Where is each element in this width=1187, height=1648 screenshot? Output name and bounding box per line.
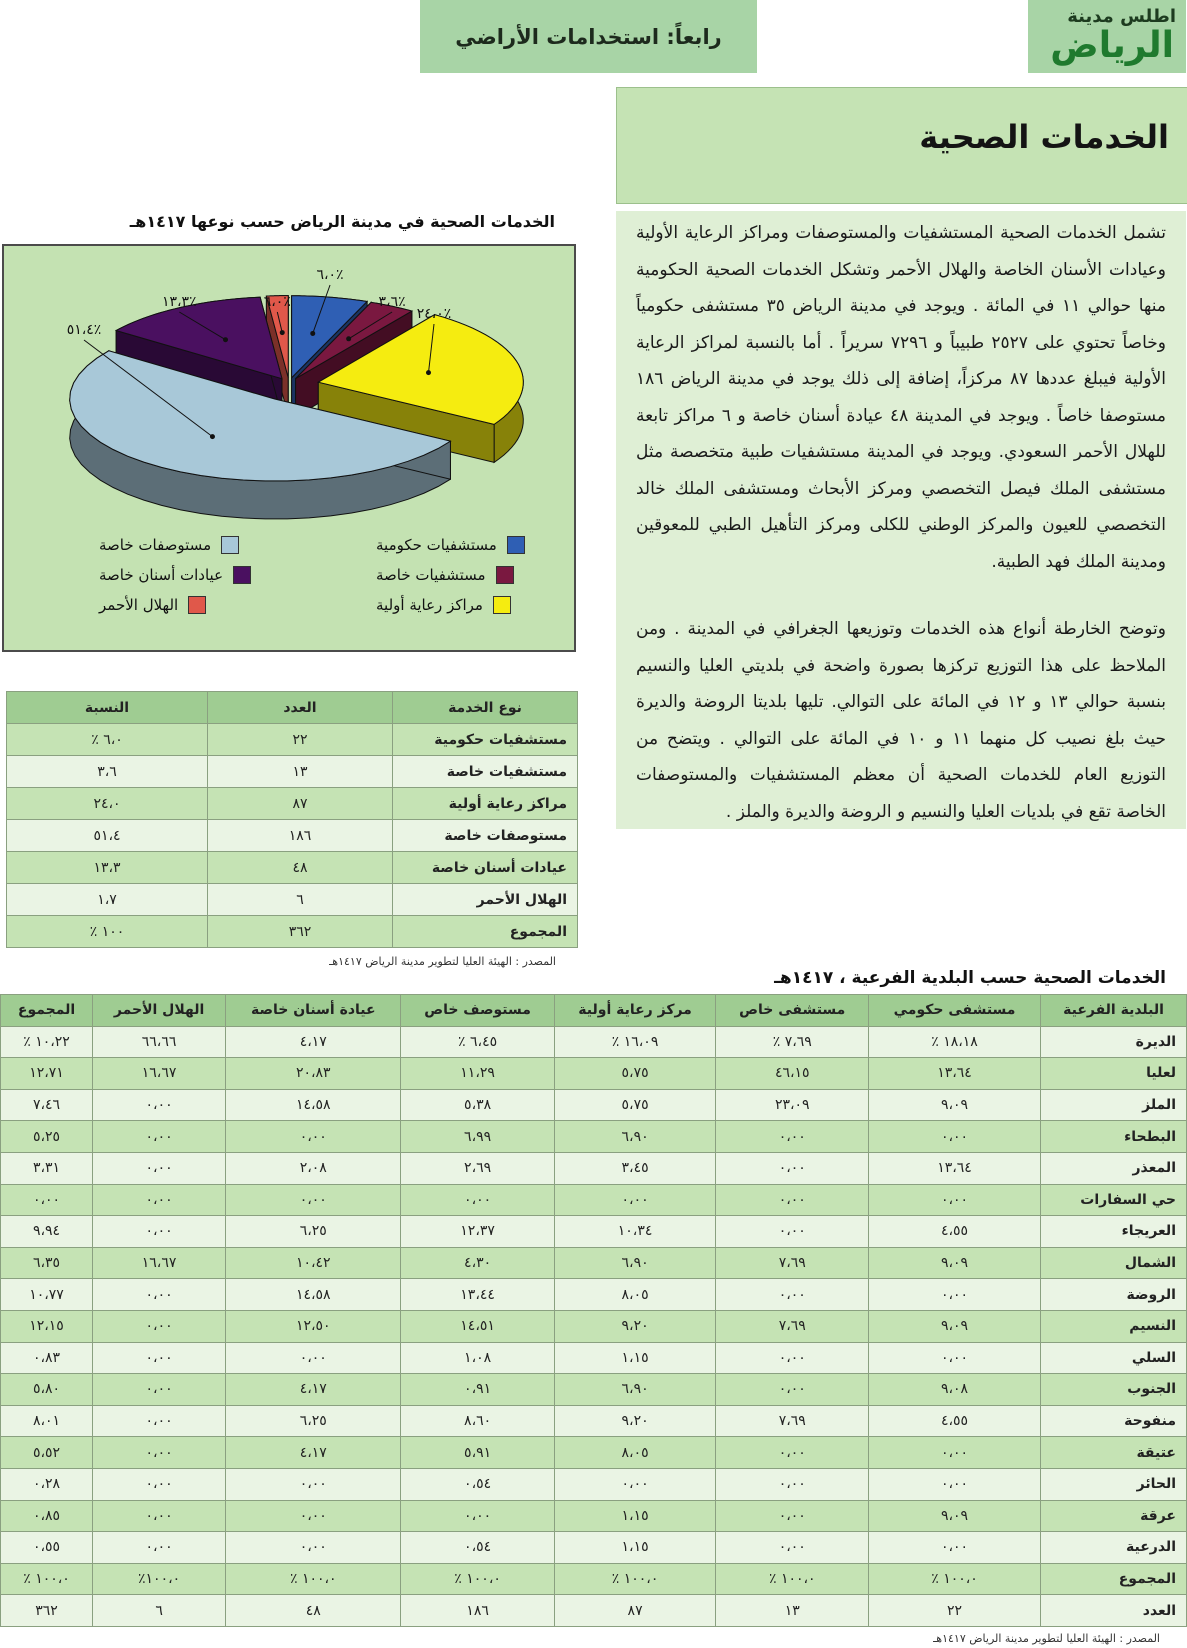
- table-row: [1, 1437, 1187, 1469]
- row-label-cell: المجموع: [1041, 1563, 1187, 1595]
- legend-label: مستوصفات خاصة: [99, 536, 212, 554]
- leader-dot: [223, 337, 228, 342]
- legend-label: مستشفيات خاصة: [376, 566, 486, 584]
- legend-swatch: [493, 596, 511, 614]
- legend-label: عيادات أسنان خاصة: [99, 566, 224, 584]
- legend-swatch: [221, 536, 239, 554]
- table-cell: ١٢،٣٧: [401, 1216, 554, 1248]
- table-cell: ٤٦،١٥: [716, 1058, 869, 1090]
- row-label-cell: السلي: [1041, 1342, 1187, 1374]
- table-cell: ٠،٠٠: [93, 1310, 226, 1342]
- table-cell: ٠،٨٥: [1, 1500, 93, 1532]
- slice-label: ٢٤،٠٪: [416, 306, 452, 322]
- row-label-cell: عتيقة: [1041, 1437, 1187, 1469]
- table-row: [1, 1468, 1187, 1500]
- table-cell: ٤٨: [226, 1595, 401, 1627]
- table-cell: ١،١٥: [554, 1342, 716, 1374]
- table-cell: ٩،٠٩: [869, 1247, 1041, 1279]
- table-cell: ٦،٤٥ ٪: [401, 1026, 554, 1058]
- row-label-cell: الحائر: [1041, 1468, 1187, 1500]
- table-row: [1, 1247, 1187, 1279]
- table-cell: ٥١،٤: [7, 820, 208, 852]
- table-cell: ٠،٠٠: [869, 1468, 1041, 1500]
- table-cell: ٣،٣١: [1, 1152, 93, 1184]
- district-table-source: المصدر : الهيئة العليا لتطوير مدينة الرياض ١٤١٧هـ: [933, 1632, 1160, 1645]
- table-cell: ٨،٠٥: [554, 1437, 716, 1469]
- table-cell: ٧،٦٩: [716, 1405, 869, 1437]
- row-label-cell: المجموع: [393, 916, 578, 948]
- table-cell: ٦: [93, 1595, 226, 1627]
- table-row: [1, 1121, 1187, 1153]
- table-cell: ٠،٠٠: [869, 1437, 1041, 1469]
- table-cell: ٠،٠٠: [93, 1468, 226, 1500]
- row-label-cell: مستوصفات خاصة: [393, 820, 578, 852]
- column-header: الهلال الأحمر: [93, 995, 226, 1027]
- table-cell: ٠،٠٠: [869, 1279, 1041, 1311]
- table-cell: ٧،٦٩: [716, 1310, 869, 1342]
- table-cell: ٠،٠٠: [93, 1437, 226, 1469]
- row-label-cell: الجنوب: [1041, 1374, 1187, 1406]
- table-cell: ٥،٩١: [401, 1437, 554, 1469]
- table-cell: ٠،٠٠: [93, 1500, 226, 1532]
- table-cell: ١٣،٣: [7, 852, 208, 884]
- table-cell: ٤٨: [208, 852, 393, 884]
- table-cell: ٦،٢٥: [226, 1216, 401, 1248]
- row-label-cell: الملز: [1041, 1089, 1187, 1121]
- table-cell: ٠،٠٠: [554, 1468, 716, 1500]
- row-label-cell: حي السفارات: [1041, 1184, 1187, 1216]
- article-text-box: [616, 211, 1186, 829]
- article-paragraph-1: تشمل الخدمات الصحية المستشفيات والمستوصفات ومراكز الرعاية الأولية وعيادات الأسنان الخاصة والهلال الأحمر وتشكل الخدمات الصحية الحكومية منها حوالي ١١ في المائة . ويوجد في مدينة الرياض ٣٥ مستشفى حكومياً وخاصاً تحتوي على ٢٥٢٧ طبيباً و ٧٢٩٦ سريراً . أما بالنسبة لمراكز الرعاية الأولية فيبلغ عددها ٨٧ مركزاً، إضافة إلى ذلك يوجد في مدينة الرياض ١٨٦ مستوصفا خاصاً . ويوجد في المدينة ٤٨ عيادة أسنان خاصة و ٦ مراكز تابعة للهلال الأحمر السعودي. ويوجد في المدينة مستشفيات طبية متخصصة مثل مستشفى الملك فيصل التخصصي ومركز الأبحاث ومستشفى الملك خالد التخصصي للعيون والمركز الوطني للكلى ومركز التأهيل الطبي للمعوقين ومدينة الملك فهد الطبية.: [636, 223, 1166, 572]
- article-title: الخدمات الصحية: [919, 118, 1169, 156]
- table-cell: ٠،٠٠: [226, 1532, 401, 1564]
- table-row: [1, 1279, 1187, 1311]
- table-cell: ١٠٠،٠ ٪: [1, 1563, 93, 1595]
- table-cell: ٩،٠٩: [869, 1310, 1041, 1342]
- table-row: [1, 1595, 1187, 1627]
- row-label-cell: منفوحة: [1041, 1405, 1187, 1437]
- table-cell: ١٠،٢٢ ٪: [1, 1026, 93, 1058]
- pie-chart-svg: [4, 246, 574, 650]
- table-cell: ٦،٩٠: [554, 1247, 716, 1279]
- table-cell: ٠،٠٠: [93, 1532, 226, 1564]
- table-cell: ٠،٠٠: [93, 1405, 226, 1437]
- table-cell: ٦،٩٠: [554, 1121, 716, 1153]
- logo-line-1: اطلس مدينة: [1067, 6, 1176, 27]
- row-label-cell: الشمال: [1041, 1247, 1187, 1279]
- table-cell: ١،٧: [7, 884, 208, 916]
- table-row: [1, 1563, 1187, 1595]
- legend-item: [376, 566, 514, 584]
- row-label-cell: النسيم: [1041, 1310, 1187, 1342]
- table-cell: ٨،٠١: [1, 1405, 93, 1437]
- table-cell: ١٠٠،٠ ٪: [401, 1563, 554, 1595]
- type-table-source: المصدر : الهيئة العليا لتطوير مدينة الرياض ١٤١٧هـ: [329, 955, 556, 968]
- table-cell: ١٦،٦٧: [93, 1058, 226, 1090]
- article-title-box: [616, 87, 1187, 204]
- table-cell: ١٣،٦٤: [869, 1058, 1041, 1090]
- table-cell: ٣٦٢: [1, 1595, 93, 1627]
- table-cell: ١٢،١٥: [1, 1310, 93, 1342]
- row-label-cell: عيادات أسنان خاصة: [393, 852, 578, 884]
- table-cell: ١٠،٣٤: [554, 1216, 716, 1248]
- table-cell: ٧،٤٦: [1, 1089, 93, 1121]
- article-paragraph-2: وتوضح الخارطة أنواع هذه الخدمات وتوزيعها الجغرافي في المدينة . ومن الملاحظ على هذا التوزيع تركزها بصورة واضحة في بلديتي العليا والنسيم بنسبة حوالي ١٣ و ١٢ في المائة على التوالي. تليها بلديتا الروضة والديرة حيث بلغ نصيب كل منهما ١١ و ١٠ في المائة على التوالي . ويتضح من التوزيع العام للخدمات الصحية أن معظم المستشفيات والمستوصفات الخاصة تقع في بلديات العليا والنسيم و الروضة والديرة والملز .: [636, 619, 1166, 822]
- table-cell: ٨٧: [208, 788, 393, 820]
- slice-label: ١٣،٣٪: [161, 294, 197, 310]
- table-cell: ٠،٠٠: [226, 1184, 401, 1216]
- table-cell: ٨،٠٥: [554, 1279, 716, 1311]
- table-cell: ١٠٠،٠ ٪: [869, 1563, 1041, 1595]
- table-cell: ٥،٥٢: [1, 1437, 93, 1469]
- column-header: مستوصف خاص: [401, 995, 554, 1027]
- table-cell: ٦،٠ ٪: [7, 724, 208, 756]
- legend-swatch: [188, 596, 206, 614]
- table-cell: ١١،٢٩: [401, 1058, 554, 1090]
- table-cell: ٠،٠٠: [93, 1121, 226, 1153]
- column-header: عيادة أسنان خاصة: [226, 995, 401, 1027]
- table-cell: ١٣،٦٤: [869, 1152, 1041, 1184]
- table-cell: ٠،٩١: [401, 1374, 554, 1406]
- column-header: العدد: [208, 692, 393, 724]
- table-cell: ٠،٠٠: [869, 1342, 1041, 1374]
- table-row: [7, 788, 578, 820]
- table-cell: ٠،٠٠: [716, 1468, 869, 1500]
- legend-item: [99, 596, 206, 614]
- table-cell: ٠،٠٠: [716, 1374, 869, 1406]
- table-cell: ٩،٠٩: [869, 1500, 1041, 1532]
- table-cell: ٠،٠٠: [93, 1152, 226, 1184]
- table-cell: ٩،٢٠: [554, 1310, 716, 1342]
- table-cell: ٦،٩٩: [401, 1121, 554, 1153]
- column-header: مستشفى حكومي: [869, 995, 1041, 1027]
- table-cell: ٦٦،٦٦: [93, 1026, 226, 1058]
- table-cell: ٩،٢٠: [554, 1405, 716, 1437]
- table-cell: ٤،١٧: [226, 1374, 401, 1406]
- row-label-cell: مستشفيات خاصة: [393, 756, 578, 788]
- table-cell: ٥،٧٥: [554, 1089, 716, 1121]
- table-cell: ٠،٠٠: [869, 1184, 1041, 1216]
- legend-item: [376, 536, 525, 554]
- table-cell: ٦،٩٠: [554, 1374, 716, 1406]
- table-row: [7, 756, 578, 788]
- row-label-cell: الديرة: [1041, 1026, 1187, 1058]
- table-row: [7, 852, 578, 884]
- table-cell: ١٦،٦٧: [93, 1247, 226, 1279]
- row-label-cell: العدد: [1041, 1595, 1187, 1627]
- table-row: [1, 1058, 1187, 1090]
- table-cell: ١٠٠،٠ ٪: [226, 1563, 401, 1595]
- table-cell: ٠،٠٠: [1, 1184, 93, 1216]
- row-label-cell: عرقة: [1041, 1500, 1187, 1532]
- table-cell: ٠،٠٠: [716, 1184, 869, 1216]
- table-header-row: [7, 692, 578, 724]
- table-cell: ٠،٢٨: [1, 1468, 93, 1500]
- section-header: رابعاً: استخدامات الأراضي: [420, 0, 757, 73]
- table-cell: ٠،٥٤: [401, 1532, 554, 1564]
- table-cell: ١٢،٧١: [1, 1058, 93, 1090]
- legend-swatch: [507, 536, 525, 554]
- district-table-title: الخدمات الصحية حسب البلدية الفرعية ، ١٤١٧هـ: [774, 968, 1166, 988]
- table-cell: ١،٠٨: [401, 1342, 554, 1374]
- table-cell: ١٨٦: [208, 820, 393, 852]
- table-cell: ٠،٠٠: [716, 1279, 869, 1311]
- table-cell: ١٦،٠٩ ٪: [554, 1026, 716, 1058]
- legend-swatch: [233, 566, 251, 584]
- leader-dot: [280, 330, 285, 335]
- legend-item: [99, 566, 251, 584]
- table-cell: ٨،٦٠: [401, 1405, 554, 1437]
- table-cell: ٥،٧٥: [554, 1058, 716, 1090]
- table-cell: ١،١٥: [554, 1532, 716, 1564]
- row-label-cell: مستشفيات حكومية: [393, 724, 578, 756]
- row-label-cell: لعليا: [1041, 1058, 1187, 1090]
- table-cell: ١٤،٥٨: [226, 1089, 401, 1121]
- table-cell: ١٤،٥٨: [226, 1279, 401, 1311]
- table-cell: ٠،٠٠: [716, 1216, 869, 1248]
- table-cell: ٩،٠٨: [869, 1374, 1041, 1406]
- column-header: البلدية الفرعية: [1041, 995, 1187, 1027]
- leader-dot: [346, 336, 351, 341]
- table-row: [1, 1184, 1187, 1216]
- table-cell: ٦،٢٥: [226, 1405, 401, 1437]
- table-cell: ٧،٦٩: [716, 1247, 869, 1279]
- row-label-cell: مراكز رعاية أولية: [393, 788, 578, 820]
- table-cell: ٠،٠٠: [93, 1089, 226, 1121]
- table-cell: ٠،٠٠: [226, 1468, 401, 1500]
- column-header: مستشفى خاص: [716, 995, 869, 1027]
- table-cell: ١٣،٤٤: [401, 1279, 554, 1311]
- table-cell: ٠،٠٠: [716, 1121, 869, 1153]
- table-cell: ٠،٠٠: [716, 1500, 869, 1532]
- legend-label: مستشفيات حكومية: [376, 536, 497, 554]
- atlas-logo: [1028, 0, 1186, 73]
- table-cell: ٠،٠٠: [93, 1342, 226, 1374]
- table-row: [1, 1216, 1187, 1248]
- row-label-cell: المعذر: [1041, 1152, 1187, 1184]
- chart-title: الخدمات الصحية في مدينة الرياض حسب نوعها ١٤١٧هـ: [129, 212, 555, 231]
- table-cell: ١٣: [208, 756, 393, 788]
- table-cell: ١٠٠،٠ ٪: [716, 1563, 869, 1595]
- column-header: المجموع: [1, 995, 93, 1027]
- slice-label: ٣،٦٪: [378, 294, 406, 310]
- table-header-row: [1, 995, 1187, 1027]
- table-cell: ٠،٥٤: [401, 1468, 554, 1500]
- table-cell: ٠،٠٠: [869, 1121, 1041, 1153]
- table-cell: ١٨٦: [401, 1595, 554, 1627]
- table-cell: ٤،٥٥: [869, 1216, 1041, 1248]
- table-cell: ٠،٠٠: [716, 1342, 869, 1374]
- legend-item: [376, 596, 511, 614]
- table-cell: ١٨،١٨ ٪: [869, 1026, 1041, 1058]
- column-header: مركز رعاية أولية: [554, 995, 716, 1027]
- table-cell: ٠،٠٠: [716, 1152, 869, 1184]
- table-cell: ٠،٠٠: [93, 1184, 226, 1216]
- table-cell: ٠،٠٠: [401, 1184, 554, 1216]
- row-label-cell: الهلال الأحمر: [393, 884, 578, 916]
- table-row: [1, 1310, 1187, 1342]
- table-cell: ٢،٦٩: [401, 1152, 554, 1184]
- legend-label: الهلال الأحمر: [99, 596, 179, 614]
- table-row: [7, 916, 578, 948]
- row-label-cell: العريجاء: [1041, 1216, 1187, 1248]
- table-cell: ١٤،٥١: [401, 1310, 554, 1342]
- table-cell: ٩،٠٩: [869, 1089, 1041, 1121]
- row-label-cell: الدرعية: [1041, 1532, 1187, 1564]
- table-cell: ٠،٥٥: [1, 1532, 93, 1564]
- table-cell: ٠،٠٠: [226, 1121, 401, 1153]
- table-cell: ٠،٨٣: [1, 1342, 93, 1374]
- table-row: [1, 1152, 1187, 1184]
- table-cell: ٠،٠٠: [401, 1500, 554, 1532]
- table-row: [1, 1500, 1187, 1532]
- table-cell: ٢٢: [869, 1595, 1041, 1627]
- table-cell: ١٠٠،٠٪: [93, 1563, 226, 1595]
- table-cell: ١٠٠ ٪: [7, 916, 208, 948]
- table-cell: ٢٢: [208, 724, 393, 756]
- column-header: نوع الخدمة: [393, 692, 578, 724]
- legend-swatch: [496, 566, 514, 584]
- table-cell: ٤،١٧: [226, 1437, 401, 1469]
- row-label-cell: البطحاء: [1041, 1121, 1187, 1153]
- column-header: النسبة: [7, 692, 208, 724]
- slice-label: ٦،٠٪: [316, 267, 344, 283]
- district-table: [0, 994, 1187, 1627]
- table-cell: ٦،٣٥: [1, 1247, 93, 1279]
- table-cell: ٥،٨٠: [1, 1374, 93, 1406]
- table-cell: ٤،٣٠: [401, 1247, 554, 1279]
- table-cell: ٤،٥٥: [869, 1405, 1041, 1437]
- table-cell: ١٠،٧٧: [1, 1279, 93, 1311]
- table-cell: ٥،٣٨: [401, 1089, 554, 1121]
- table-row: [1, 1342, 1187, 1374]
- table-cell: ٠،٠٠: [93, 1216, 226, 1248]
- leader-dot: [210, 434, 215, 439]
- table-cell: ٠،٠٠: [93, 1374, 226, 1406]
- leader-dot: [426, 370, 431, 375]
- table-row: [1, 1089, 1187, 1121]
- table-cell: ٠،٠٠: [93, 1279, 226, 1311]
- table-row: [1, 1532, 1187, 1564]
- table-row: [7, 820, 578, 852]
- legend-label: مراكز رعاية أولية: [376, 596, 483, 614]
- table-cell: ٣٦٢: [208, 916, 393, 948]
- table-row: [7, 724, 578, 756]
- table-cell: ٧،٦٩ ٪: [716, 1026, 869, 1058]
- table-cell: ١٠٠،٠ ٪: [554, 1563, 716, 1595]
- pie-chart: [2, 244, 576, 652]
- table-cell: ٢٠،٨٣: [226, 1058, 401, 1090]
- table-row: [1, 1374, 1187, 1406]
- legend-item: [99, 536, 239, 554]
- table-cell: ٠،٠٠: [716, 1437, 869, 1469]
- table-row: [1, 1026, 1187, 1058]
- table-cell: ٠،٠٠: [869, 1532, 1041, 1564]
- table-cell: ٢،٠٨: [226, 1152, 401, 1184]
- table-row: [1, 1405, 1187, 1437]
- table-row: [7, 884, 578, 916]
- table-cell: ١،١٥: [554, 1500, 716, 1532]
- table-cell: ١٣: [716, 1595, 869, 1627]
- table-cell: ٨٧: [554, 1595, 716, 1627]
- table-cell: ١٢،٥٠: [226, 1310, 401, 1342]
- table-cell: ٩،٩٤: [1, 1216, 93, 1248]
- logo-line-2: الرياض: [1050, 25, 1174, 66]
- table-cell: ٤،١٧: [226, 1026, 401, 1058]
- table-cell: ٠،٠٠: [226, 1500, 401, 1532]
- table-cell: ٥،٢٥: [1, 1121, 93, 1153]
- table-cell: ٠،٠٠: [226, 1342, 401, 1374]
- table-cell: ٢٤،٠: [7, 788, 208, 820]
- table-cell: ٣،٤٥: [554, 1152, 716, 1184]
- table-cell: ٣،٦: [7, 756, 208, 788]
- table-cell: ٠،٠٠: [554, 1184, 716, 1216]
- leader-dot: [310, 331, 315, 336]
- table-cell: ١٠،٤٢: [226, 1247, 401, 1279]
- table-cell: ٢٣،٠٩: [716, 1089, 869, 1121]
- slice-label: ٦،٠٪: [263, 294, 291, 310]
- row-label-cell: الروضة: [1041, 1279, 1187, 1311]
- table-cell: ٠،٠٠: [716, 1532, 869, 1564]
- service-type-table: [6, 691, 578, 948]
- slice-label: ٥١،٤٪: [66, 322, 102, 338]
- table-cell: ٦: [208, 884, 393, 916]
